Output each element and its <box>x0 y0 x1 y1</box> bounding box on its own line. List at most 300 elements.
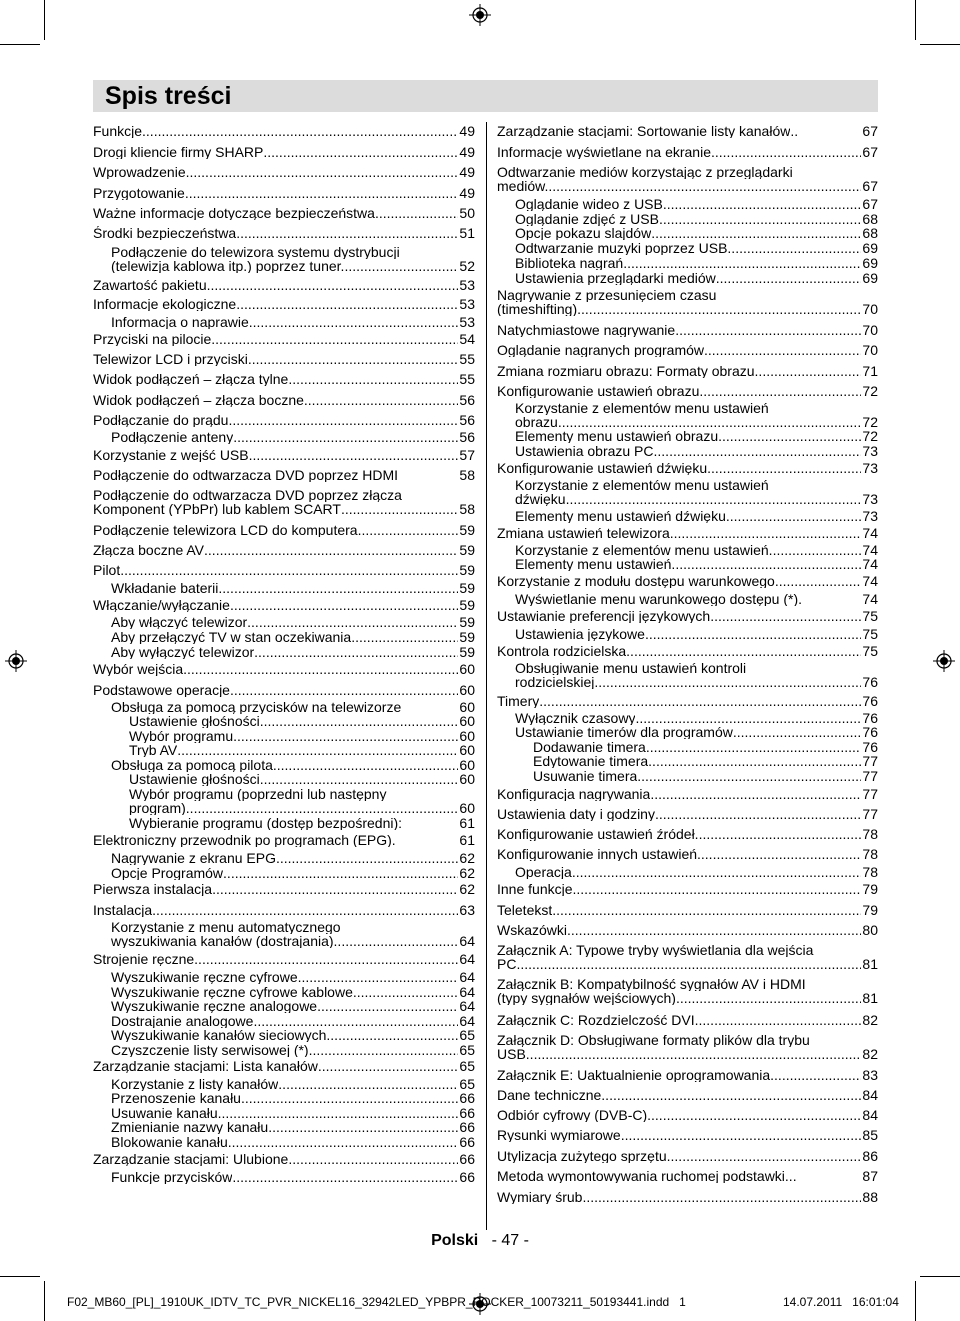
dot-leader <box>273 758 459 772</box>
toc-entry-title: Oglądanie wideo z USB. <box>515 197 667 211</box>
toc-entry <box>497 943 878 971</box>
toc-entry <box>93 226 475 240</box>
toc-page-number: 73 <box>862 443 878 459</box>
dot-leader <box>716 271 862 285</box>
toc-page-number: 64 <box>459 933 475 949</box>
crop-mark <box>920 44 960 45</box>
toc-entry <box>93 468 475 482</box>
toc-entry-title: Odbiór cyfrowy (DVB-C) <box>497 1108 648 1122</box>
toc-entry <box>111 615 475 629</box>
dot-leader <box>204 543 458 557</box>
toc-page-number: 55 <box>459 371 475 387</box>
toc-entry <box>111 1043 475 1057</box>
toc-entry-title: Środki bezpieczeństwa <box>93 226 237 240</box>
toc-page-number: 65 <box>459 1076 475 1092</box>
toc-entry-title: USB <box>497 1047 526 1061</box>
toc-entry-title: Utylizacja zużytego sprzętu <box>497 1149 667 1163</box>
toc-entry <box>533 769 878 783</box>
crop-mark <box>0 44 40 45</box>
toc-page-number: 66 <box>459 1151 475 1167</box>
dot-leader <box>253 1014 458 1028</box>
toc-page-number: 78 <box>862 864 878 880</box>
toc-entry-title: program) <box>129 801 186 815</box>
dot-leader <box>558 415 862 429</box>
toc-entry-title: Teletekst <box>497 903 553 917</box>
toc-page-number: 59 <box>459 562 475 578</box>
dot-leader <box>228 413 458 427</box>
toc-entry-title: Wybór wejścia <box>93 662 184 676</box>
toc-page-number: 53 <box>459 314 475 330</box>
toc-entry <box>111 1170 475 1184</box>
toc-page-number: 56 <box>459 429 475 445</box>
toc-page-number: 77 <box>862 768 878 784</box>
toc-entry: Wybieranie programu (dostęp bezpośredni) : 61 <box>129 815 475 831</box>
toc-entry-title: rodzicielskiej <box>515 675 595 689</box>
dot-leader <box>228 1135 459 1149</box>
toc-entry-title: Wyłącznik czasowy <box>515 711 636 725</box>
toc-entry-title: Metoda wymontowywania ruchomej podstawki <box>497 1169 785 1183</box>
toc-entry-title: Korzystanie z modułu dostępu warunkowego <box>497 574 775 588</box>
dot-leader <box>699 827 862 841</box>
toc-entry-title: Wyszukiwanie kanałów sieciowych <box>111 1028 327 1042</box>
dot-leader <box>247 615 458 629</box>
toc-page-number: 82 <box>862 1012 878 1028</box>
toc-entry-title: Podłączenie anteny <box>111 430 234 444</box>
toc-entry-title: Włączanie/wyłączanie <box>93 598 230 612</box>
toc-entry-title: Wyświetlanie menu warunkowego dostępu (*) <box>515 592 799 606</box>
toc-entry-title-line: Załącznik B: Kompatybilność sygnałów AV i HDMI <box>497 977 806 991</box>
toc-entry-title: Telewizor LCD i przyciski <box>93 352 248 366</box>
toc-entry <box>93 683 475 697</box>
toc-page-number: 49 <box>459 185 475 201</box>
dot-leader <box>647 1108 861 1122</box>
page-footer <box>0 1232 960 1250</box>
dot-leader <box>711 461 861 475</box>
footer-timestamp: 14.07.2011 16:01:04 <box>783 1295 899 1309</box>
toc-entry-title: Złącza boczne AV <box>93 543 205 557</box>
toc-page-number: 62 <box>459 850 475 866</box>
dot-leader <box>730 509 862 523</box>
dot-leader <box>552 903 861 917</box>
toc-entry-title: Strojenie ręczne <box>93 952 195 966</box>
toc-entry-title: Zarządzanie stacjami: Sortowanie listy kanałów <box>497 124 791 138</box>
dot-leader <box>645 627 861 641</box>
dot-leader <box>358 523 459 537</box>
dot-leader <box>773 543 862 557</box>
toc-entry <box>111 1135 475 1149</box>
toc-page-number: 70 <box>862 342 878 358</box>
toc-entry-title: Załącznik C: Rozdzielczość DVI <box>497 1013 695 1027</box>
crop-mark <box>44 1281 45 1321</box>
toc-entry-title: Opcje Programów <box>111 866 224 880</box>
toc-entry-title: Informacje ekologiczne <box>93 297 237 311</box>
page-title: Spis treści <box>105 82 232 110</box>
toc-page-number: 65 <box>459 1058 475 1074</box>
dot-leader <box>344 259 458 273</box>
dot-leader <box>648 754 861 768</box>
toc-entry-title: Ustawienie głośności <box>129 714 260 728</box>
dot-leader <box>230 598 458 612</box>
toc-entry-title: Zmienianie nazwy kanału <box>111 1120 269 1134</box>
footer-file-name: F02_MB60_[PL]_1910UK_IDTV_TC_PVR_NICKEL16_32942LED_YPBPR_ROCKER_10073211_50193441.indd 1 <box>67 1295 686 1309</box>
toc-entry <box>93 186 475 200</box>
toc-page-number: 62 <box>459 865 475 881</box>
dot-leader <box>676 991 861 1005</box>
toc-page-number: 67 <box>862 196 878 212</box>
toc-entry-title: (typy sygnałów wejściowych) <box>497 991 676 1005</box>
toc-page-number: 81 <box>862 956 878 972</box>
dot-leader <box>212 882 458 896</box>
toc-entry-title: Elementy menu ustawień. <box>515 557 676 571</box>
toc-entry-title: Obsługa za pomocą przycisków na telewizorze <box>111 700 402 714</box>
toc-entry <box>497 145 878 159</box>
toc-entry <box>93 332 475 346</box>
toc-page-number: 66 <box>459 1090 475 1106</box>
toc-page-number: 62 <box>459 881 475 897</box>
toc-entry <box>497 827 878 841</box>
toc-page-number: 84 <box>862 1107 878 1123</box>
toc-entry-title: Wyszukiwanie ręczne cyfrowe kablowe <box>111 985 353 999</box>
toc-page-number: 74 <box>862 556 878 572</box>
dot-leader <box>659 212 861 226</box>
toc-page-number: 65 <box>459 1027 475 1043</box>
toc-page-number: 56 <box>459 392 475 408</box>
toc-entry <box>515 241 878 255</box>
toc-entry-title-line: Korzystanie z menu automatycznego <box>111 920 341 934</box>
toc-entry <box>497 1013 878 1027</box>
toc-entry <box>93 952 475 966</box>
toc-entry <box>93 563 475 577</box>
toc-entry <box>111 970 475 984</box>
toc-entry <box>515 509 878 523</box>
toc-entry-title: Ważne informacje dotyczące bezpieczeństwa <box>93 206 375 220</box>
toc-entry <box>497 903 878 917</box>
toc-entry-title: Wyszukiwanie ręczne analogowe <box>111 999 318 1013</box>
dot-leader <box>651 226 861 240</box>
toc-entry <box>111 866 475 880</box>
toc-entry <box>515 271 878 285</box>
toc-entry-title: Funkcje przycisków <box>111 1170 233 1184</box>
toc-page-number: 67 <box>862 123 878 139</box>
dot-leader <box>263 145 458 159</box>
toc-page-number: 60 <box>459 800 475 816</box>
dot-leader <box>326 1028 458 1042</box>
dot-leader <box>233 430 458 444</box>
toc-entry <box>129 787 475 815</box>
toc-page-number: 59 <box>459 614 475 630</box>
toc-entry-title: Podłączenie do odtwarzacza DVD poprzez HDMI <box>93 468 399 482</box>
registration-mark-icon <box>5 650 27 672</box>
toc-entry-title: Kontrola rodzicielska <box>497 644 627 658</box>
toc-page-number: 84 <box>862 1087 878 1103</box>
toc-page-number: 88 <box>862 1189 878 1205</box>
toc-entry-title: wyszukiwania kanałów (dostrajania) <box>111 934 334 948</box>
toc-entry-title: Wyszukiwanie ręczne cyfrowe <box>111 970 298 984</box>
toc-entry <box>515 711 878 725</box>
dot-leader <box>548 179 861 193</box>
dot-leader <box>654 444 862 458</box>
toc-entry-title: Ustawienia językowe <box>515 627 645 641</box>
toc-entry <box>515 725 878 739</box>
toc-entry-title: Pierwsza instalacja <box>93 882 213 896</box>
dot-leader <box>309 1043 459 1057</box>
toc-entry <box>93 662 475 676</box>
toc-entry-title: Konfiguracja nagrywania <box>497 787 651 801</box>
toc-entry <box>497 1149 878 1163</box>
dot-leader <box>704 343 861 357</box>
toc-entry-title: Funkcje <box>93 124 143 138</box>
dot-leader <box>186 801 459 815</box>
dot-leader <box>539 694 861 708</box>
toc-entry-title: Konfigurowanie innych ustawień <box>497 847 698 861</box>
toc-page-number: 76 <box>862 739 878 755</box>
toc-entry-title-line: Załącznik D: Obsługiwane formaty plików dla trybu <box>497 1033 810 1047</box>
toc-entry-title: Ustawienie głośności <box>129 772 260 786</box>
toc-entry-title: Instalacja <box>93 903 153 917</box>
toc-entry-title: Załącznik E: Uaktualnienie oprogramowania <box>497 1068 771 1082</box>
toc-entry <box>515 256 878 270</box>
dot-leader <box>152 903 458 917</box>
dot-leader <box>276 851 458 865</box>
dot-leader <box>697 847 861 861</box>
toc-page-number: 86 <box>862 1148 878 1164</box>
toc-entry <box>497 1088 878 1102</box>
toc-page-number: 75 <box>862 643 878 659</box>
toc-entry-title: Widok podłączeń – złącza tylne <box>93 372 289 386</box>
dot-leader <box>667 197 862 211</box>
toc-entry-title: Inne funkcje <box>497 882 573 896</box>
dot-leader <box>594 675 861 689</box>
toc-page-number: 60 <box>459 699 475 715</box>
toc-entry-title: Korzystanie z listy kanałów <box>111 1077 279 1091</box>
toc-entry-title: Biblioteka nagrań <box>515 256 624 270</box>
dot-leader <box>241 1091 458 1105</box>
toc-entry-title: Ustawienia obrazu PC <box>515 444 654 458</box>
toc-entry-title: Przyciski na pilocie <box>93 332 212 346</box>
dot-leader <box>230 683 458 697</box>
toc-page-number: 74 <box>862 525 878 541</box>
toc-entry-title-line: Obsługiwanie menu ustawień kontroli <box>515 661 747 675</box>
dot-leader <box>621 1128 862 1142</box>
dot-leader <box>223 866 458 880</box>
toc-entry-title: Wybieranie programu (dostęp bezpośredni) <box>129 816 399 830</box>
toc-page-number: 54 <box>459 331 475 347</box>
title-bar <box>93 80 878 112</box>
toc-entry-title: Korzystanie z elementów menu ustawień. <box>515 543 773 557</box>
toc-entry-title: Natychmiastowe nagrywanie <box>497 323 676 337</box>
dot-leader <box>120 563 458 577</box>
toc-page-number: 56 <box>459 412 475 428</box>
toc-entry-title: Tryb AV <box>129 743 178 757</box>
dot-leader <box>375 206 458 220</box>
toc-entry-title-line: Korzystanie z elementów menu ustawień <box>515 478 769 492</box>
toc-entry-title: Dodawanie timera <box>533 740 646 754</box>
dot-leader <box>211 332 458 346</box>
dot-leader <box>288 1152 458 1166</box>
toc-entry-title-line: Załącznik A: Typowe tryby wyświetlania dla wejścia <box>497 943 814 957</box>
toc-page-number: 82 <box>862 1046 878 1062</box>
toc-page-number: 53 <box>459 296 475 312</box>
toc-page-number: 76 <box>862 710 878 726</box>
toc-entry <box>515 444 878 458</box>
toc-page-number: 57 <box>459 447 475 463</box>
toc-entry <box>497 787 878 801</box>
toc-page-number: 68 <box>862 225 878 241</box>
dot-leader <box>218 581 458 595</box>
dot-leader <box>236 226 458 240</box>
toc-page-number: 59 <box>459 580 475 596</box>
toc-entry-title: Wprowadzenie <box>93 165 186 179</box>
dot-leader <box>288 372 458 386</box>
toc-entry <box>497 1108 878 1122</box>
toc-entry-title: (telewizja kablowa itp.) poprzez tuner. <box>111 259 345 273</box>
toc-page-number: 59 <box>459 522 475 538</box>
toc-entry-title: Opcje pokazu slajdów <box>515 226 652 240</box>
toc-entry <box>93 523 475 537</box>
toc-entry-title: Podłączanie do prądu <box>93 413 229 427</box>
toc-entry <box>497 923 878 937</box>
toc-page-number: 70 <box>862 301 878 317</box>
dot-leader <box>601 1088 861 1102</box>
toc-entry <box>111 1077 475 1091</box>
toc-entry <box>93 278 475 292</box>
toc-entry-title: Przenoszenie kanału <box>111 1091 241 1105</box>
dot-leader <box>727 241 861 255</box>
toc-entry <box>111 999 475 1013</box>
dot-leader <box>733 725 862 739</box>
toc-entry <box>129 729 475 743</box>
toc-page-number: 75 <box>862 626 878 642</box>
toc-page-number: 58 <box>459 467 475 483</box>
dot-leader <box>670 526 862 540</box>
toc-entry <box>515 661 878 689</box>
toc-page-number: 59 <box>459 542 475 558</box>
toc-entry-title-line: Odtwarzanie mediów korzystając z przeglądarki <box>497 165 793 179</box>
toc-entry <box>515 212 878 226</box>
toc-page-number: 72 <box>862 383 878 399</box>
toc-page-number: 70 <box>862 322 878 338</box>
toc-entry-title: PC. <box>497 957 521 971</box>
toc-page-number: 64 <box>459 984 475 1000</box>
dot-leader <box>185 186 459 200</box>
toc-page-number: 68 <box>862 211 878 227</box>
toc-entry-title: Ustawianie preferencji językowych <box>497 609 711 623</box>
toc-page-number: 66 <box>459 1105 475 1121</box>
dot-leader <box>577 302 861 316</box>
toc-page-number: 78 <box>862 826 878 842</box>
toc-page-number: 67 <box>862 144 878 160</box>
toc-page-number: 79 <box>862 902 878 918</box>
toc-entry <box>497 461 878 475</box>
dot-leader <box>770 1068 861 1082</box>
toc-entry-title: Wymiary śrub <box>497 1190 583 1204</box>
dot-leader <box>334 934 459 948</box>
toc-page-number: 72 <box>862 428 878 444</box>
toc-entry-title: Aby przełączyć TV w stan oczekiwania <box>111 630 352 644</box>
toc-entry <box>515 226 878 240</box>
toc-entry-title-line: Podłączenie do telewizora systemu dystrybucji <box>111 245 400 259</box>
crop-mark <box>920 1276 960 1277</box>
toc-entry: Elektroniczny przewodnik po programach (EPG) . 61 <box>93 832 475 848</box>
toc-page-number: 79 <box>862 881 878 897</box>
toc-entry <box>93 882 475 896</box>
toc-entry-title: Ustawianie timerów dla programów <box>515 725 733 739</box>
toc-entry <box>497 288 878 316</box>
toc-entry <box>93 393 475 407</box>
dot-leader <box>775 574 862 588</box>
toc-page-number: 49 <box>459 144 475 160</box>
toc-entry <box>111 315 475 329</box>
toc-entry <box>497 977 878 1005</box>
toc-entry-title: Dostrajanie analogowe <box>111 1014 254 1028</box>
toc-page-number: 78 <box>862 846 878 862</box>
dot-leader <box>298 970 459 984</box>
toc-entry-title: Elementy menu ustawień obrazu. <box>515 429 722 443</box>
dot-leader <box>254 645 458 659</box>
toc-entry-title: Aby wyłączyć telewizor <box>111 645 255 659</box>
toc-page-number: 64 <box>459 951 475 967</box>
toc-entry <box>93 598 475 612</box>
toc-page-number: 80 <box>862 922 878 938</box>
toc-entry <box>129 743 475 757</box>
registration-mark-icon <box>469 4 491 26</box>
toc-page-number: 61 <box>459 815 475 831</box>
toc-entry <box>93 903 475 917</box>
toc-entry <box>497 807 878 821</box>
toc-page-number: 59 <box>459 644 475 660</box>
toc-entry-title: Oglądanie zdjęć z USB <box>515 212 659 226</box>
toc-entry <box>93 543 475 557</box>
dot-leader <box>646 740 862 754</box>
toc-entry-title: Pilot <box>93 563 121 577</box>
toc-entry <box>93 145 475 159</box>
toc-page-number: 71 <box>862 363 878 379</box>
dot-leader <box>711 145 861 159</box>
dot-leader <box>637 769 861 783</box>
toc-entry <box>93 297 475 311</box>
toc-entry-title: Operacja <box>515 865 572 879</box>
crop-mark <box>44 0 45 40</box>
toc-entry-title: Zarządzanie stacjami: Lista kanałów <box>93 1059 318 1073</box>
dot-leader <box>233 729 458 743</box>
toc-page-number: 74 <box>862 542 878 558</box>
toc-entry-title-line: Podłączenie do odtwarzacza DVD poprzez złącza <box>93 488 402 502</box>
toc-entry <box>129 714 475 728</box>
toc-entry: Metoda wymontowywania ruchomej podstawki ... 87 <box>497 1168 878 1184</box>
toc-page-number: 63 <box>459 902 475 918</box>
toc-entry-title: Przygotowanie <box>93 186 185 200</box>
toc-entry <box>515 557 878 571</box>
dot-leader <box>317 999 458 1013</box>
dot-leader <box>755 364 862 378</box>
toc-entry <box>497 574 878 588</box>
toc-entry <box>497 847 878 861</box>
toc-entry <box>497 526 878 540</box>
dot-leader <box>249 448 459 462</box>
dot-leader <box>722 429 861 443</box>
toc-entry-title: Timery <box>497 694 540 708</box>
crop-mark <box>0 1276 40 1277</box>
dot-leader <box>567 923 861 937</box>
toc-entry-title: (timeshifting) <box>497 302 578 316</box>
toc-entry-title: Czyszczenie listy serwisowej (*) <box>111 1043 309 1057</box>
toc-entry-title: Blokowanie kanału <box>111 1135 228 1149</box>
toc-entry-title: Zarządzanie stacjami: Ulubione <box>93 1152 289 1166</box>
toc-page-number: 50 <box>459 205 475 221</box>
toc-page-number: 64 <box>459 998 475 1014</box>
dot-leader <box>142 124 458 138</box>
dot-leader <box>675 323 861 337</box>
